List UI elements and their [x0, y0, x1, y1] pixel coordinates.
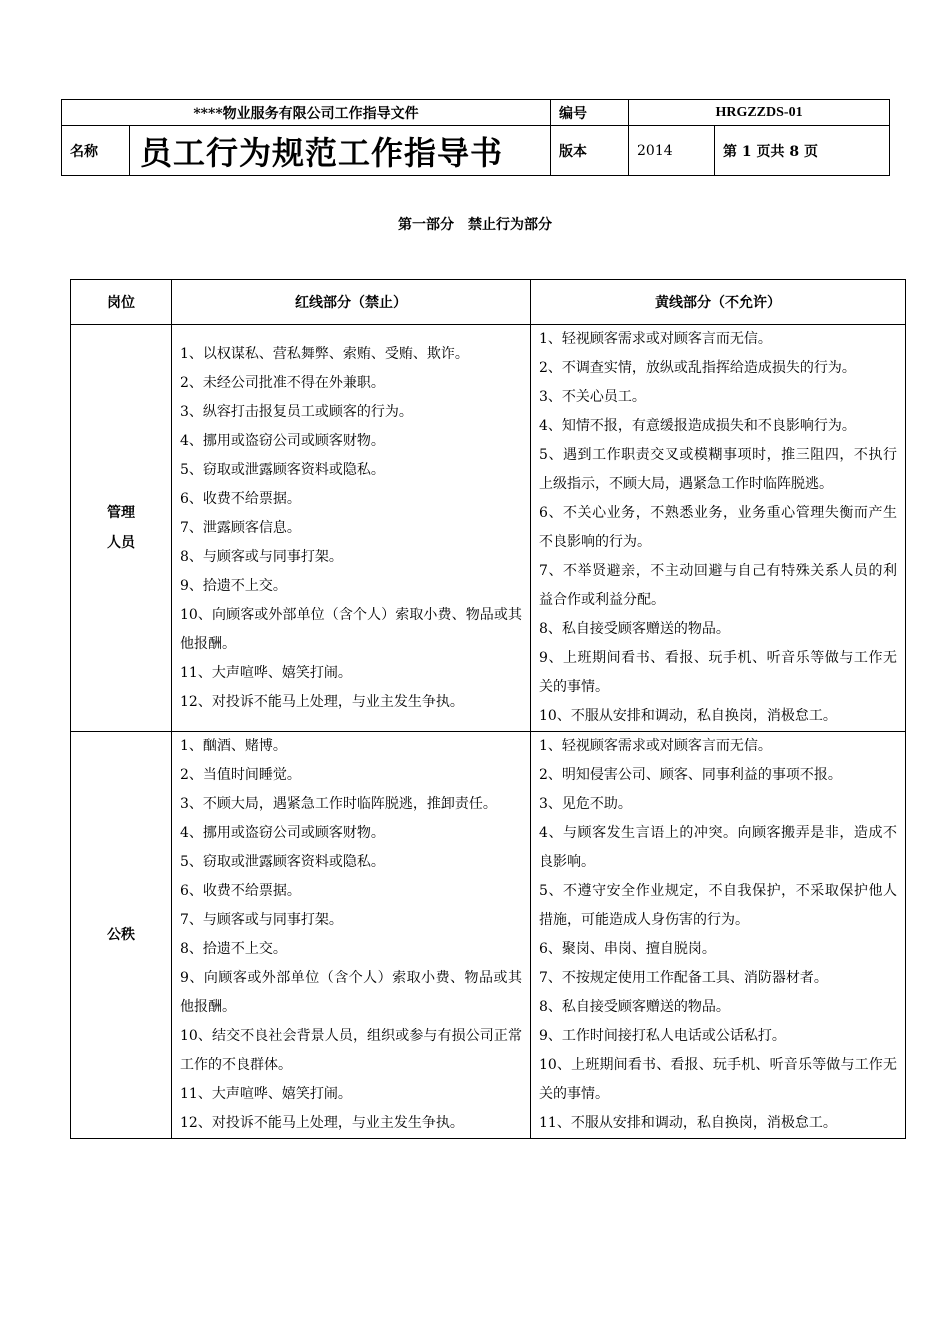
- list-item: 2、不调查实情，放纵或乱指挥给造成损失的行为。: [539, 360, 856, 376]
- role-cell-public-order: [71, 732, 172, 1139]
- list-item: 12、对投诉不能马上处理，与业主发生争执。: [180, 1115, 464, 1131]
- version-value: 2014: [629, 126, 715, 176]
- list-item: 9、上班期间看书、看报、玩手机、听音乐等做与工作无关的事情。: [539, 650, 897, 695]
- list-item: 8、私自接受顾客赠送的物品。: [539, 621, 730, 637]
- red-line-list: [172, 325, 531, 732]
- section-title: 第一部分 禁止行为部分: [398, 217, 552, 233]
- list-item: 1、酗酒、赌博。: [180, 738, 287, 754]
- list-item: 7、不按规定使用工作配备工具、消防器材者。: [539, 970, 828, 986]
- list-item: 4、挪用或盗窃公司或顾客财物。: [180, 432, 385, 449]
- list-item: 5、窃取或泄露顾客资料或隐私。: [180, 854, 385, 870]
- list-item: 11、大声喧哗、嬉笑打闹。: [180, 664, 352, 681]
- list-item: 2、未经公司批准不得在外兼职。: [180, 374, 385, 391]
- code-value: HRGZZDS-01: [629, 100, 890, 126]
- table-row: [71, 732, 906, 1139]
- document-header-table: [61, 99, 890, 176]
- company-name: ****物业服务有限公司工作指导文件: [62, 100, 551, 126]
- list-item: 6、聚岗、串岗、擅自脱岗。: [539, 941, 716, 957]
- list-item: 3、纵容打击报复员工或顾客的行为。: [180, 403, 413, 420]
- list-item: 1、轻视顾客需求或对顾客言而无信。: [539, 738, 772, 754]
- role-label-line1: 管理: [107, 505, 135, 521]
- page-info: 第 1 页共 8 页: [715, 126, 890, 176]
- conduct-table: [70, 279, 906, 1139]
- list-item: 5、遇到工作职责交叉或模糊事项时，推三阻四，不执行上级指示，不顾大局，遇紧急工作时临阵脱逃。: [539, 447, 897, 492]
- role-label: 公秩: [107, 927, 135, 943]
- list-item: 8、拾遗不上交。: [180, 941, 287, 957]
- list-item: 2、明知侵害公司、顾客、同事利益的事项不报。: [539, 767, 842, 783]
- list-item: 4、与顾客发生言语上的冲突。向顾客搬弄是非，造成不良影响。: [539, 825, 897, 870]
- list-item: 7、泄露顾客信息。: [180, 519, 301, 536]
- list-item: 3、见危不助。: [539, 796, 632, 812]
- red-line-list: [172, 732, 531, 1139]
- header-position: 岗位: [71, 280, 172, 325]
- role-label-line2: 人员: [107, 535, 135, 551]
- list-item: 2、当值时间睡觉。: [180, 767, 301, 783]
- header-yellow-line: 黄线部分（不允许）: [531, 280, 906, 325]
- list-item: 10、结交不良社会背景人员，组织或参与有损公司正常工作的不良群体。: [180, 1028, 522, 1073]
- list-item: 12、对投诉不能马上处理，与业主发生争执。: [180, 693, 464, 710]
- table-header-row: [71, 280, 906, 325]
- list-item: 10、不服从安排和调动，私自换岗，消极怠工。: [539, 708, 837, 724]
- list-item: 4、挪用或盗窃公司或顾客财物。: [180, 825, 385, 841]
- list-item: 8、私自接受顾客赠送的物品。: [539, 999, 730, 1015]
- list-item: 10、向顾客或外部单位（含个人）索取小费、物品或其他报酬。: [180, 606, 522, 652]
- list-item: 6、收费不给票据。: [180, 883, 301, 899]
- version-label: 版本: [551, 126, 629, 176]
- list-item: 4、知情不报，有意缓报造成损失和不良影响行为。: [539, 418, 856, 434]
- name-label: 名称: [62, 126, 130, 176]
- list-item: 10、上班期间看书、看报、玩手机、听音乐等做与工作无关的事情。: [539, 1057, 897, 1102]
- table-row: [71, 325, 906, 732]
- list-item: 9、拾遗不上交。: [180, 577, 287, 594]
- list-item: 5、窃取或泄露顾客资料或隐私。: [180, 461, 385, 478]
- list-item: 7、不举贤避亲，不主动回避与自己有特殊关系人员的利益合作或利益分配。: [539, 563, 897, 608]
- list-item: 6、不关心业务，不熟悉业务，业务重心管理失衡而产生不良影响的行为。: [539, 505, 897, 550]
- list-item: 5、不遵守安全作业规定，不自我保护，不采取保护他人措施，可能造成人身伤害的行为。: [539, 883, 897, 928]
- list-item: 9、工作时间接打私人电话或公话私打。: [539, 1028, 786, 1044]
- list-item: 3、不关心员工。: [539, 389, 646, 405]
- yellow-line-list: [531, 732, 906, 1139]
- list-item: 8、与顾客或与同事打架。: [180, 548, 343, 565]
- document-title: 员工行为规范工作指导书: [130, 126, 551, 176]
- list-item: 6、收费不给票据。: [180, 490, 301, 507]
- list-item: 1、以权谋私、营私舞弊、索贿、受贿、欺诈。: [180, 345, 469, 362]
- list-item: 7、与顾客或与同事打架。: [180, 912, 343, 928]
- role-cell-management: [71, 325, 172, 732]
- code-label: 编号: [551, 100, 629, 126]
- list-item: 9、向顾客或外部单位（含个人）索取小费、物品或其他报酬。: [180, 970, 522, 1015]
- list-item: 1、轻视顾客需求或对顾客言而无信。: [539, 331, 772, 347]
- list-item: 11、不服从安排和调动，私自换岗，消极怠工。: [539, 1115, 837, 1131]
- header-red-line: 红线部分（禁止）: [172, 280, 531, 325]
- list-item: 11、大声喧哗、嬉笑打闹。: [180, 1086, 352, 1102]
- yellow-line-list: [531, 325, 906, 732]
- list-item: 3、不顾大局，遇紧急工作时临阵脱逃，推卸责任。: [180, 796, 497, 812]
